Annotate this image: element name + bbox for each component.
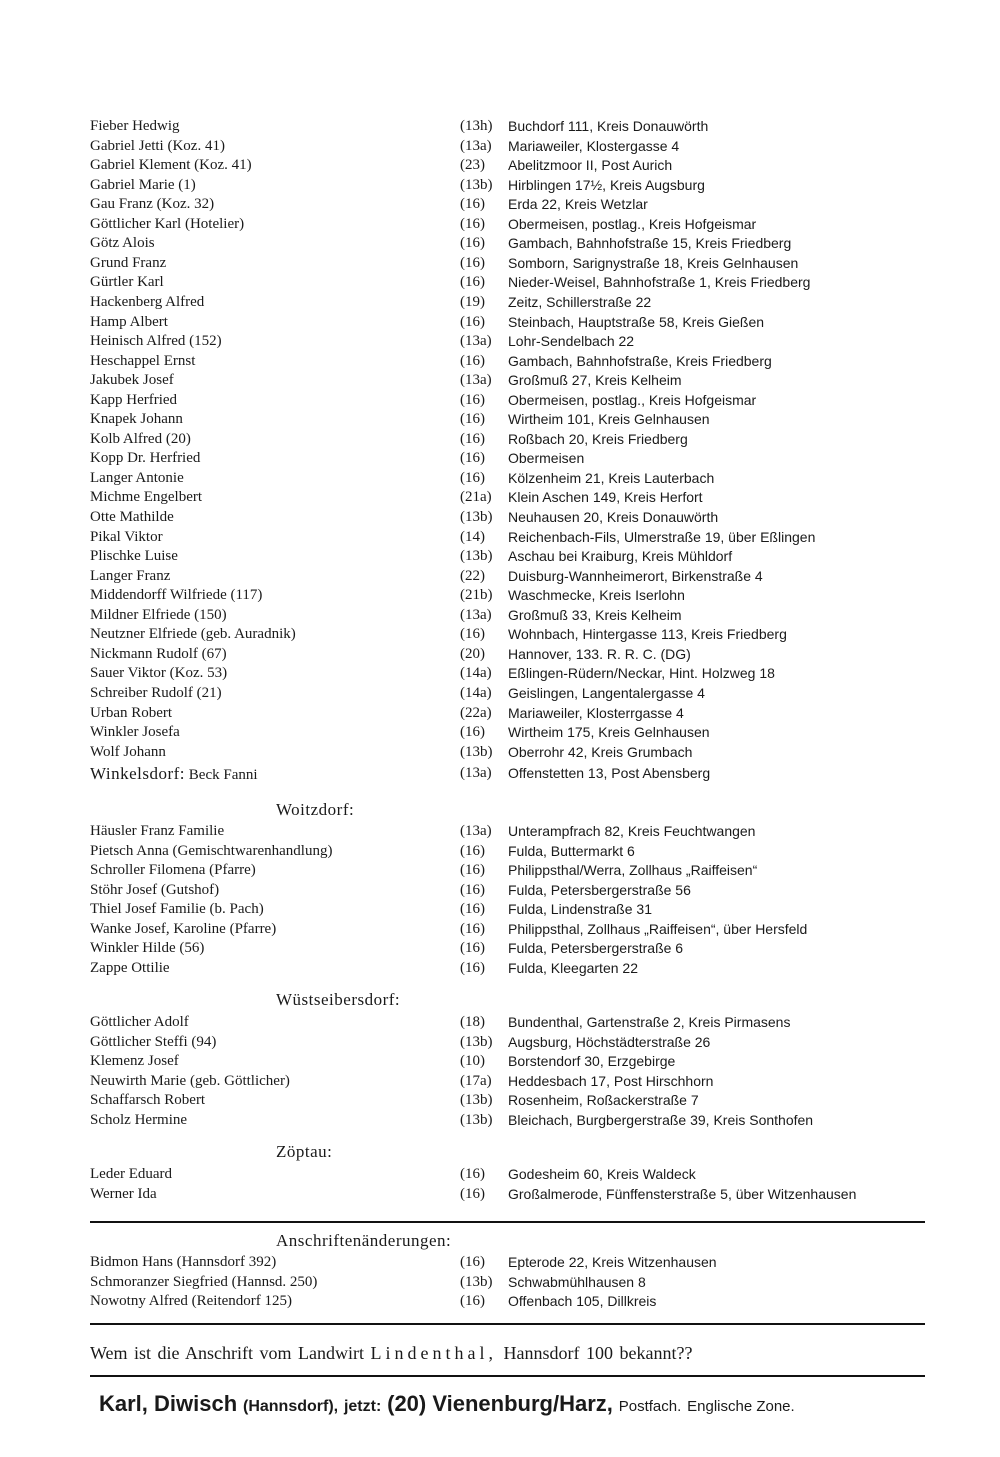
postal-zone-code: (14) [460,528,485,545]
person-name: Wanke Josef, Karoline (Pfarre) [90,920,277,937]
person-name: Pikal Viktor [90,528,163,545]
address: Wirtheim 101, Kreis Gelnhausen [508,411,710,428]
postal-zone-code: (16) [460,450,485,467]
address: Obermeisen, postlag., Kreis Hofgeismar [508,391,757,408]
address: Somborn, Sarignystraße 18, Kreis Gelnhausen [508,254,799,271]
postal-zone-code: (16) [460,626,485,643]
address: Klein Aschen 149, Kreis Herfort [508,489,703,506]
address: Lohr-Sendelbach 22 [508,333,635,350]
address: Geislingen, Langentalergasse 4 [508,684,705,701]
person-name: Wolf Johann [90,743,166,760]
person-name: Kopp Dr. Herfried [90,450,201,467]
list-item [90,293,930,313]
person-name: Zappe Ottilie [90,959,170,976]
address: Schwabmühlhausen 8 [508,1273,646,1290]
list-item [90,606,930,626]
postal-zone-code: (16) [460,215,485,232]
postal-zone-code: (13b) [460,548,493,565]
footer-name: Karl, Diwisch [99,1391,238,1416]
contact-footer [99,1391,795,1417]
postal-zone-code: (16) [460,235,485,252]
address: Hannover, 133. R. R. C. (DG) [508,645,691,662]
village-label: Winkelsdorf: [90,764,186,783]
postal-zone-code: (13b) [460,743,493,760]
person-name: Mildner Elfriede (150) [90,606,227,623]
postal-zone-code: (13h) [460,118,493,134]
question-name: Lindenthal, [370,1343,497,1363]
list-item [90,1111,930,1131]
postal-zone-code: (13a) [460,606,492,623]
person-name: Knapek Johann [90,411,183,428]
list-item [90,215,930,235]
list-item [90,684,930,704]
person-name: Gabriel Klement (Koz. 41) [90,157,252,174]
postal-zone-code: (16) [460,881,485,898]
question-text: Wem ist die Anschrift vom Landwirt [90,1343,365,1363]
person-name: Otte Mathilde [90,509,174,525]
divider [90,1375,925,1377]
postal-zone-code: (18) [460,1014,485,1030]
person-name: Heschappel Ernst [90,352,196,369]
woitzdorf-heading: Woitzdorf: [276,800,355,819]
person-name: Michme Engelbert [90,489,203,506]
address: Steinbach, Hauptstraße 58, Kreis Gießen [508,313,765,330]
address: Buchdorf 111, Kreis Donauwörth [508,118,709,134]
address: Neuhausen 20, Kreis Donauwörth [508,509,719,525]
person-name: Gau Franz (Koz. 32) [90,196,215,213]
address: Erda 22, Kreis Wetzlar [508,196,648,213]
address: Offenbach 105, Dillkreis [508,1293,657,1310]
list-item [90,861,930,881]
address: Mariaweiler, Klostergasse 4 [508,137,680,154]
address: Borstendorf 30, Erzgebirge [508,1053,676,1070]
footer-origin: (Hannsdorf), [243,1398,339,1415]
person-name: Göttlicher Adolf [90,1014,189,1030]
address: Fulda, Petersbergerstraße 56 [508,881,691,898]
address: Großalmerode, Fünffensterstraße 5, über Witzenhausen [508,1185,857,1202]
zoeptau-heading: Zöptau: [276,1142,333,1161]
address: Fulda, Kleegarten 22 [508,959,638,976]
footer-zone: Englische Zone. [687,1398,795,1415]
address: Godesheim 60, Kreis Waldeck [508,1166,696,1182]
person-name: Neutzner Elfriede (geb. Auradnik) [90,626,296,643]
person-name: Neuwirth Marie (geb. Göttlicher) [90,1072,290,1089]
postal-zone-code: (13b) [460,1111,493,1128]
postal-zone-code: (10) [460,1053,485,1070]
person-name: Nowotny Alfred (Reitendorf 125) [90,1293,293,1310]
postal-zone-code: (16) [460,959,485,976]
list-item [90,449,930,469]
list-item [90,664,930,684]
person-name: Schreiber Rudolf (21) [90,684,222,701]
address: Reichenbach-Fils, Ulmerstraße 19, über Eßlingen [508,528,816,545]
postal-zone-code: (17a) [460,1072,492,1089]
address: Gambach, Bahnhofstraße, Kreis Friedberg [508,352,772,369]
address: Fulda, Buttermarkt 6 [508,842,635,859]
list-item [90,1033,930,1053]
postal-zone-code: (16) [460,1293,485,1310]
divider [90,1323,925,1325]
address: Unterampfrach 82, Kreis Feuchtwangen [508,823,756,839]
list-item [90,586,930,606]
list-item [90,371,930,391]
list-item [90,156,930,176]
list-item [90,959,930,979]
postal-zone-code: (21a) [460,489,492,506]
question-text-end: Hannsdorf 100 bekannt?? [503,1343,693,1363]
person-name: Gabriel Marie (1) [90,176,196,193]
list-item [90,488,930,508]
postal-zone-code: (16) [460,1254,485,1270]
list-item [90,1253,930,1273]
postal-zone-code: (16) [460,940,485,957]
postal-zone-code: (16) [460,430,485,447]
address: Rosenheim, Roßackerstraße 7 [508,1092,699,1109]
person-name: Götz Alois [90,235,155,252]
person-name: Göttlicher Karl (Hotelier) [90,215,245,232]
postal-zone-code: (16) [460,411,485,428]
address: Wirtheim 175, Kreis Gelnhausen [508,724,710,741]
winkelsdorf-row [90,764,930,784]
address: Philippsthal/Werra, Zollhaus „Raiffeisen“ [508,862,758,879]
person-name: Scholz Hermine [90,1111,188,1128]
list-item [90,900,930,920]
postal-zone-code: (16) [460,842,485,859]
address: Wohnbach, Hintergasse 113, Kreis Friedberg [508,626,787,643]
list-item [90,842,930,862]
address: Bundenthal, Gartenstraße 2, Kreis Pirmasens [508,1014,791,1030]
postal-zone-code: (16) [460,469,485,486]
list-item [90,528,930,548]
person-name: Langer Antonie [90,469,184,486]
address: Mariaweiler, Klosterrgasse 4 [508,704,684,721]
address: Kölzenheim 21, Kreis Lauterbach [508,469,715,486]
address: Aschau bei Kraiburg, Kreis Mühldorf [508,548,733,565]
list-item [90,117,930,137]
postal-zone-code: (16) [460,862,485,879]
list-item [90,508,930,528]
person-name: Heinisch Alfred (152) [90,333,222,350]
person-name: Nickmann Rudolf (67) [90,645,227,662]
address: Fulda, Petersbergerstraße 6 [508,940,684,957]
list-item [90,743,930,763]
list-item [90,254,930,274]
list-item [90,1165,930,1185]
person-name: Thiel Josef Familie (b. Pach) [90,901,264,918]
list-item [90,547,930,567]
postal-zone-code: (13b) [460,1092,493,1109]
list-item [90,176,930,196]
list-item [90,625,930,645]
list-item [90,920,930,940]
list-item [90,1185,930,1205]
address: Obermeisen, postlag., Kreis Hofgeismar [508,215,757,232]
person-name: Pietsch Anna (Gemischtwarenhandlung) [90,842,333,859]
list-item [90,1292,930,1312]
list-item [90,137,930,157]
postal-zone-code: (13a) [460,137,492,154]
postal-zone-code: (13b) [460,509,493,525]
search-question [90,1343,692,1364]
person-name: Urban Robert [90,704,173,721]
address: Augsburg, Höchstädterstraße 26 [508,1033,711,1050]
postal-zone-code: (13a) [460,823,492,839]
postal-zone-code: (14a) [460,665,492,682]
person-name: Gürtler Karl [90,274,164,291]
wuestseibersdorf-heading: Wüstseibersdorf: [276,990,401,1009]
postal-zone-code: (16) [460,391,485,408]
person-name: Winkler Hilde (56) [90,940,205,957]
list-item [90,410,930,430]
person-name: Gabriel Jetti (Koz. 41) [90,137,225,154]
address: Roßbach 20, Kreis Friedberg [508,430,688,447]
list-item [90,1052,930,1072]
person-name: Middendorff Wilfriede (117) [90,587,263,604]
postal-zone-code: (16) [460,901,485,918]
footer-place: (20) Vienenburg/Harz, [387,1391,613,1416]
address: Bleichach, Burgbergerstraße 39, Kreis Sonthofen [508,1111,814,1128]
person-name: Häusler Franz Familie [90,823,225,839]
person-name: Werner Ida [90,1185,157,1202]
changes-heading: Anschriftenänderungen: [276,1231,452,1250]
person-name: Schmoranzer Siegfried (Hannsd. 250) [90,1273,318,1290]
person-name: Hamp Albert [90,313,168,330]
footer-jetzt: jetzt: [343,1398,382,1415]
person-name: Kolb Alfred (20) [90,430,191,447]
list-item [90,332,930,352]
address: Nieder-Weisel, Bahnhofstraße 1, Kreis Friedberg [508,274,811,291]
address: Abelitzmoor II, Post Aurich [508,157,673,174]
list-item [90,469,930,489]
person-name: Hackenberg Alfred [90,293,205,310]
address: Heddesbach 17, Post Hirschhorn [508,1072,714,1089]
list-item [90,352,930,372]
list-item [90,391,930,411]
postal-zone-code: (22a) [460,704,492,721]
address: Großmuß 27, Kreis Kelheim [508,372,682,389]
postal-zone-code: (16) [460,196,485,213]
postal-zone-code: (13a) [460,765,492,781]
address: Oberrohr 42, Kreis Grumbach [508,743,693,760]
postal-zone-code: (16) [460,313,485,330]
person-name: Sauer Viktor (Koz. 53) [90,665,228,682]
list-item [90,234,930,254]
list-item [90,645,930,665]
list-item [90,313,930,333]
person-name: Bidmon Hans (Hannsdorf 392) [90,1254,277,1270]
divider [90,1221,925,1223]
postal-zone-code: (16) [460,1166,485,1182]
list-item [90,1013,930,1033]
postal-zone-code: (23) [460,157,485,174]
person-name: Langer Franz [90,567,171,584]
list-item [90,1091,930,1111]
person-name: Klemenz Josef [90,1053,179,1070]
list-item [90,704,930,724]
address: Zeitz, Schillerstraße 22 [508,293,652,310]
address: Gambach, Bahnhofstraße 15, Kreis Friedberg [508,235,792,252]
person-name: Leder Eduard [90,1166,173,1182]
postal-zone-code: (19) [460,293,485,310]
postal-zone-code: (21b) [460,587,493,604]
address: Philippsthal, Zollhaus „Raiffeisen“, über Hersfeld [508,920,808,937]
list-item [90,939,930,959]
postal-zone-code: (13b) [460,1273,493,1290]
address: Epterode 22, Kreis Witzenhausen [508,1254,717,1270]
person-name: Grund Franz [90,254,167,271]
person-name: Plischke Luise [90,548,178,565]
postal-zone-code: (22) [460,567,485,584]
postal-zone-code: (16) [460,274,485,291]
address: Großmuß 33, Kreis Kelheim [508,606,682,623]
person-name: Göttlicher Steffi (94) [90,1033,217,1050]
list-item [90,1072,930,1092]
postal-zone-code: (16) [460,1185,485,1202]
postal-zone-code: (16) [460,724,485,741]
footer-postfach: Postfach. [618,1398,682,1415]
person-name: Beck Fanni [188,767,258,783]
list-item [90,430,930,450]
postal-zone-code: (16) [460,352,485,369]
postal-zone-code: (14a) [460,684,492,701]
list-item [90,1273,930,1293]
person-name: Schroller Filomena (Pfarre) [90,862,256,879]
address: Eßlingen-Rüdern/Neckar, Hint. Holzweg 18 [508,665,775,682]
person-name: Stöhr Josef (Gutshof) [90,881,220,898]
list-item [90,567,930,587]
postal-zone-code: (13a) [460,372,492,389]
person-name: Winkler Josefa [90,724,180,741]
address: Fulda, Lindenstraße 31 [508,901,652,918]
address: Waschmecke, Kreis Iserlohn [508,587,685,604]
list-item [90,881,930,901]
person-name: Fieber Hedwig [90,118,180,134]
postal-zone-code: (16) [460,920,485,937]
postal-zone-code: (13a) [460,333,492,350]
postal-zone-code: (13b) [460,1033,493,1050]
person-name: Kapp Herfried [90,391,178,408]
winkelsdorf-entry [90,764,258,786]
person-name: Jakubek Josef [90,372,174,389]
address: Duisburg-Wannheimerort, Birkenstraße 4 [508,567,763,584]
postal-zone-code: (20) [460,645,485,662]
list-item [90,723,930,743]
address: Offenstetten 13, Post Abensberg [508,765,711,781]
list-item [90,273,930,293]
address: Hirblingen 17½, Kreis Augsburg [508,176,705,193]
person-name: Schaffarsch Robert [90,1092,206,1109]
postal-zone-code: (16) [460,254,485,271]
address: Obermeisen [508,450,585,467]
postal-zone-code: (13b) [460,176,493,193]
list-item [90,822,930,842]
list-item [90,195,930,215]
